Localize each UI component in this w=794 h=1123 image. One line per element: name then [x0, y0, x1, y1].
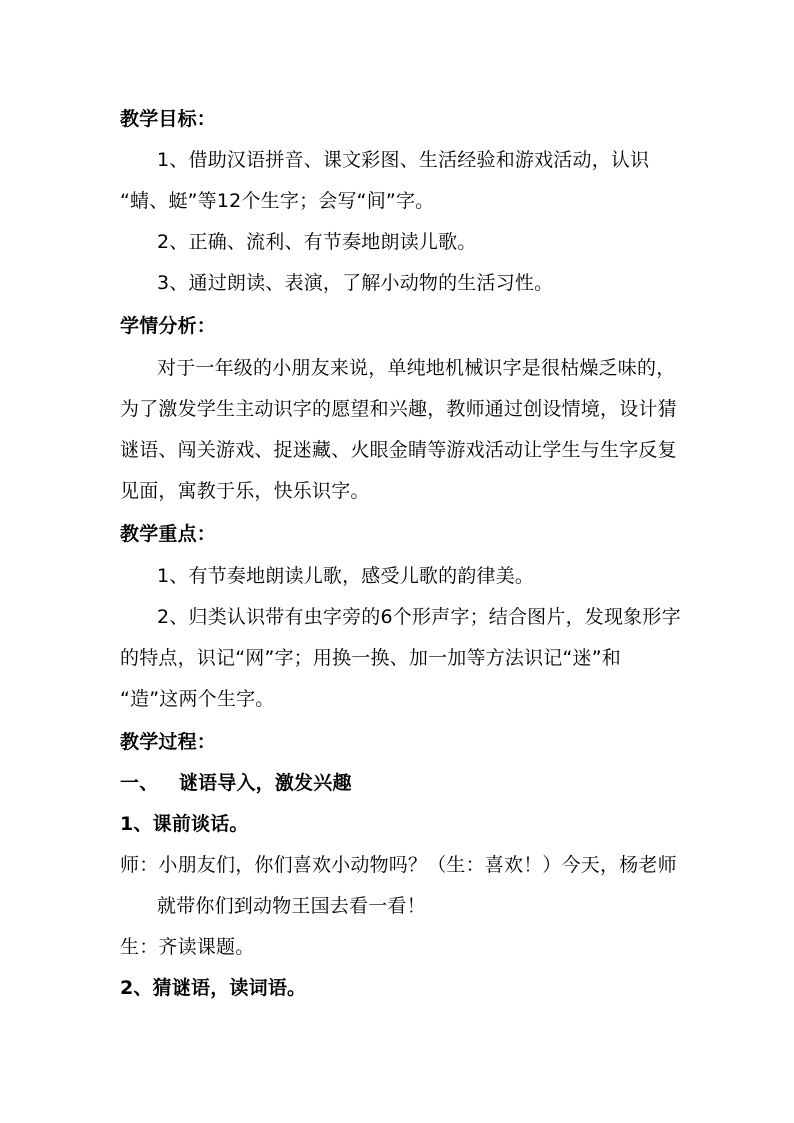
teacher-line-1: 师：小朋友们，你们喜欢小动物吗？（生：喜欢！）今天，杨老师	[120, 854, 677, 876]
objective-item-1-line-1: 1、借助汉语拼音、课文彩图、生活经验和游戏活动，认识	[157, 149, 650, 171]
key-point-item-2-line-2: 的特点，识记“网”字；用换一换、加一加等方法识记“迷”和	[120, 647, 621, 669]
analysis-line-1: 对于一年级的小朋友来说，单纯地机械识字是很枯燥乏味的，	[157, 357, 676, 379]
key-points-heading: 教学重点：	[120, 523, 217, 545]
analysis-line-3: 谜语、闯关游戏、捉迷藏、火眼金睛等游戏活动让学生与生字反复	[120, 439, 677, 461]
analysis-heading: 学情分析：	[120, 315, 217, 337]
analysis-line-2: 为了激发学生主动识字的愿望和兴趣，教师通过创设情境，设计猜	[120, 398, 677, 420]
process-step-1: 1、课前谈话。	[120, 813, 249, 835]
teacher-line-2: 就带你们到动物王国去看一看！	[157, 895, 426, 917]
objective-item-3: 3、通过朗读、表演，了解小动物的生活习性。	[157, 272, 554, 294]
analysis-line-4: 见面，寓教于乐，快乐识字。	[120, 480, 370, 502]
process-section-1: 一、 谜语导入，激发兴趣	[120, 772, 352, 794]
student-line: 生：齐读课题。	[120, 936, 255, 958]
objective-item-2: 2、正确、流利、有节奏地朗读儿歌。	[157, 231, 477, 253]
objectives-heading: 教学目标：	[120, 108, 217, 130]
key-point-item-2-line-3: “造”这两个生字。	[120, 688, 275, 710]
process-heading: 教学过程：	[120, 731, 217, 753]
key-point-item-2-line-1: 2、归类认识带有虫字旁的6个形声字；结合图片，发现象形字	[157, 606, 681, 628]
objective-item-1-line-2: “蜻、蜓”等12个生字；会写“间”字。	[120, 190, 435, 212]
key-point-item-1: 1、有节奏地朗读儿歌，感受儿歌的韵律美。	[157, 565, 535, 587]
process-step-2: 2、猜谜语，读词语。	[120, 977, 307, 999]
